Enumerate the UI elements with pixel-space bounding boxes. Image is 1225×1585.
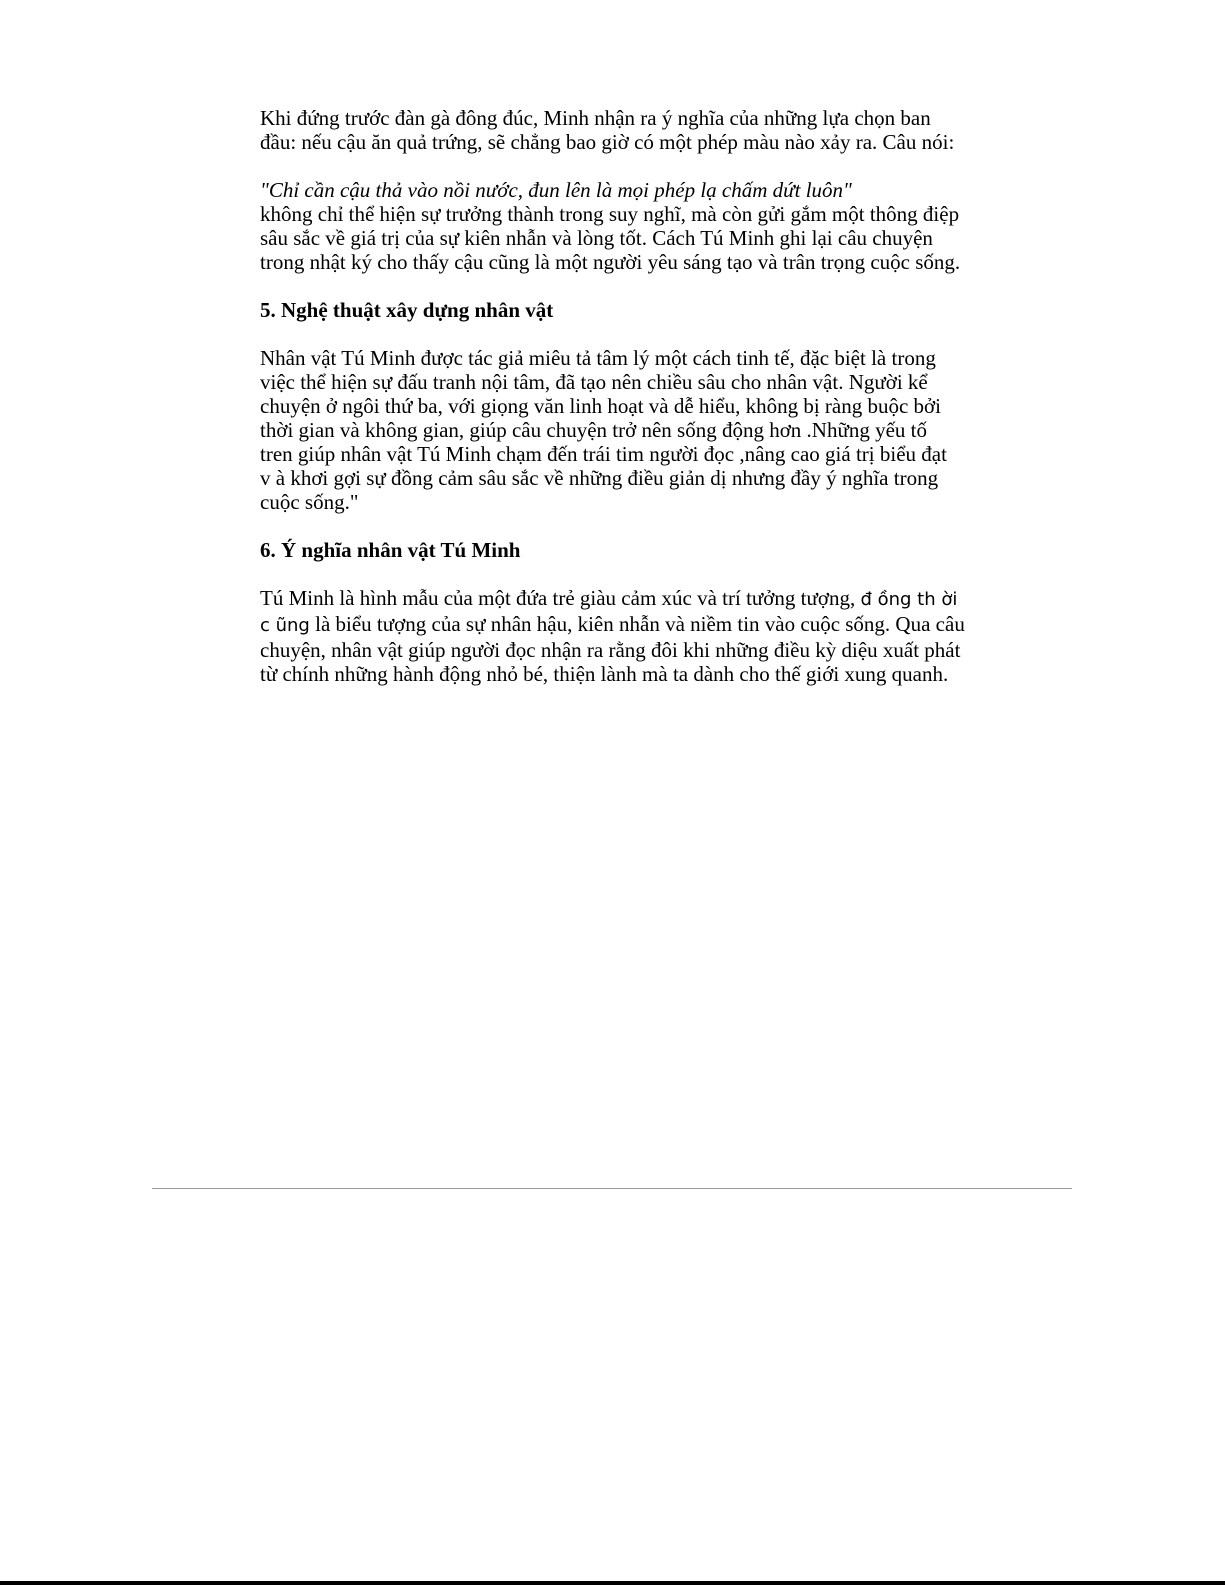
section-6-line-1 [260,586,965,612]
intro-line-2: đầu: nếu cậu ăn quả trứng, sẽ chẳng bao giờ có một phép màu nào xảy ra. Câu nói: [260,130,955,154]
section-6-line-4: từ chính những hành động nhỏ bé, thiện lành mà ta dành cho thế giới xung quanh. [260,662,949,686]
quote-paragraph [260,178,965,274]
quote-text: "Chỉ cần cậu thả vào nồi nước, đun lên là mọi phép lạ chấm dứt luôn" [260,178,852,202]
intro-line-1: Khi đứng trước đàn gà đông đúc, Minh nhận ra ý nghĩa của những lựa chọn ban [260,106,931,130]
quote-continuation-line-1: không chỉ thể hiện sự trưởng thành trong suy nghĩ, mà còn gửi gắm một thông điệp [260,202,960,226]
section-6-heading: 6. Ý nghĩa nhân vật Tú Minh [260,538,521,562]
section-6-line-3: chuyện, nhân vật giúp người đọc nhận ra rằng đôi khi những điều kỳ diệu xuất phát [260,638,961,662]
section-5-line-1: Nhân vật Tú Minh được tác giả miêu tả tâm lý một cách tinh tế, đặc biệt là trong [260,346,936,370]
section-5-line-6: v à khơi gợi sự đồng cảm sâu sắc về những điều giản dị nhưng đầy ý nghĩa trong [260,466,939,490]
section-6-line-1-text: Tú Minh là hình mẫu của một đứa trẻ giàu cảm xúc và trí tưởng tượng, [260,586,861,610]
section-5-line-4: thời gian và không gian, giúp câu chuyện trở nên sống động hơn .Những yếu tố [260,418,928,442]
section-5-paragraph [260,346,965,514]
quote-continuation-line-3: trong nhật ký cho thấy cậu cũng là một người yêu sáng tạo và trân trọng cuộc sống. [260,250,961,274]
section-6-line-2 [260,612,965,638]
footer-divider [152,1188,1072,1189]
section-6-line-1-fragment: đ ồng th ời [860,589,958,610]
section-5-line-3: chuyện ở ngôi thứ ba, với giọng văn linh hoạt và dễ hiểu, không bị ràng buộc bởi [260,394,941,418]
page-bottom-edge [0,1581,1225,1585]
section-5-line-2: việc thể hiện sự đấu tranh nội tâm, đã tạo nên chiều sâu cho nhân vật. Người kể [260,370,928,394]
section-5-line-7: cuộc sống." [260,490,359,514]
section-6-line-2-fragment: c ũng [260,615,310,636]
document-page [260,106,965,686]
section-6-paragraph [260,586,965,686]
section-5-heading: 5. Nghệ thuật xây dựng nhân vật [260,298,554,322]
section-5-line-5: tren giúp nhân vật Tú Minh chạm đến trái tim người đọc ,nâng cao giá trị biểu đạt [260,442,947,466]
section-6-line-2-text: là biểu tượng của sự nhân hậu, kiên nhẫn và niềm tin vào cuộc sống. Qua câu [309,612,965,636]
intro-paragraph [260,106,965,154]
quote-continuation-line-2: sâu sắc về giá trị của sự kiên nhẫn và lòng tốt. Cách Tú Minh ghi lại câu chuyện [260,226,933,250]
